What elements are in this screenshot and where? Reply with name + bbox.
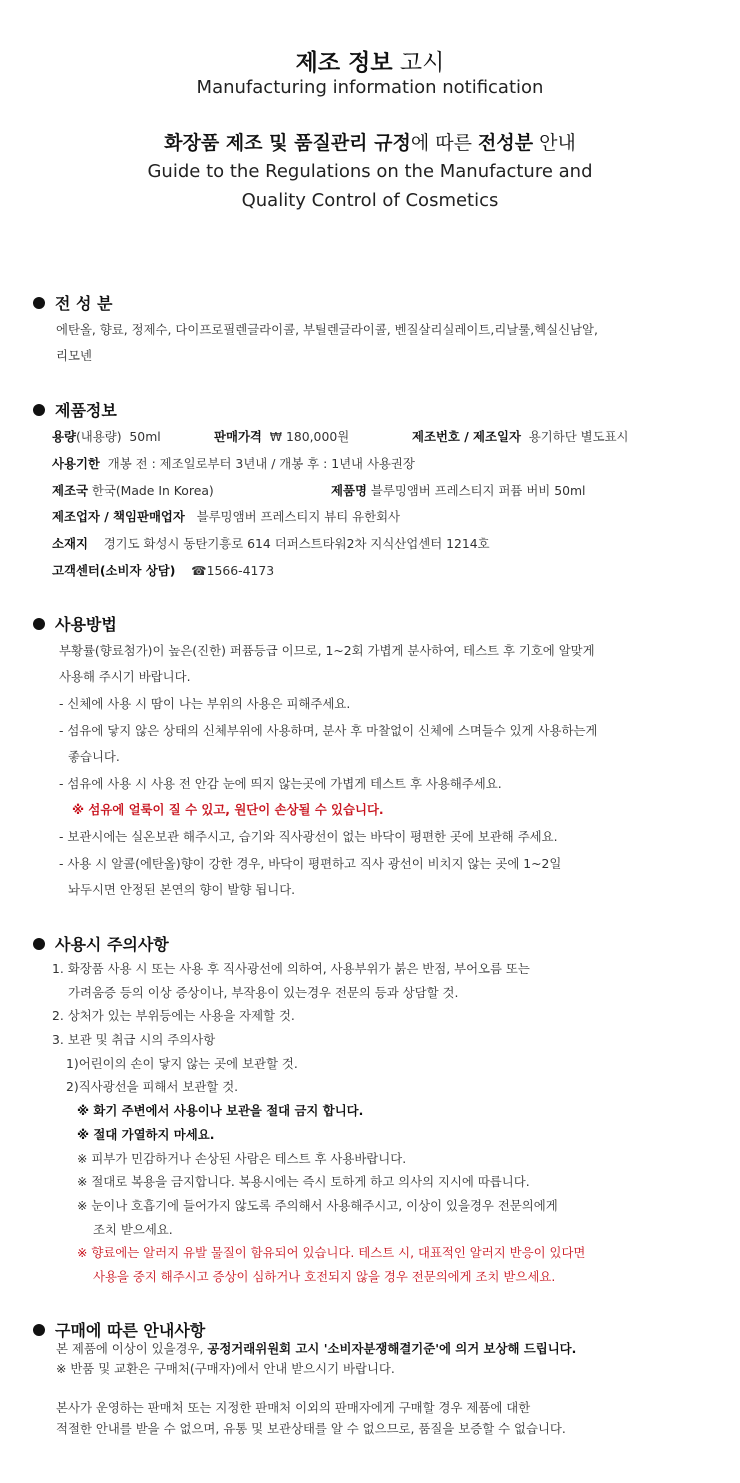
expiry-field: 사용기한 개봉 전 : 제조일로부터 3년내 / 개봉 후 : 1년내 사용권장 xyxy=(52,456,415,471)
usage-intro-2: 사용해 주시기 바랍니다. xyxy=(59,669,191,684)
usage-intro-1: 부황률(향료첨가)이 높은(진한) 퍼퓸등급 이므로, 1~2회 가볍게 분사하여, 테스트 후 기호에 알맞게 xyxy=(59,643,595,658)
usage-heading: 사용방법 xyxy=(33,612,117,635)
usage-item-4: - 보관시에는 실온보관 해주시고, 습기와 직사광선이 없는 바닥이 평편한 곳에 보관해 주세요. xyxy=(59,829,558,844)
note-eyes-cont: 조치 받으세요. xyxy=(93,1222,173,1237)
ingredients-line-2: 리모넨 xyxy=(56,348,92,363)
precaution-3-1: 1)어린이의 손이 닿지 않는 곳에 보관할 것. xyxy=(66,1056,298,1071)
product-info-heading: 제품정보 xyxy=(33,398,117,421)
purchase-heading: 구매에 따른 안내사항 xyxy=(33,1318,205,1341)
usage-item-2: - 섬유에 닿지 않은 상태의 신체부위에 사용하며, 분사 후 마찰없이 신체에 스며들수 있게 사용하는게 xyxy=(59,723,598,738)
bullet-icon xyxy=(33,938,45,950)
bullet-icon xyxy=(33,404,45,416)
note-eyes: ※ 눈이나 호흡기에 들어가지 않도록 주의해서 사용해주시고, 이상이 있을경우 전문의에게 xyxy=(77,1198,558,1213)
phone-icon: ☎ xyxy=(191,563,207,578)
purchase-line-2: ※ 반품 및 교환은 구매처(구매자)에서 안내 받으시기 바랍니다. xyxy=(56,1361,395,1376)
precaution-3: 3. 보관 및 취급 시의 주의사항 xyxy=(52,1032,216,1047)
precautions-heading: 사용시 주의사항 xyxy=(33,932,169,955)
ingredients-line-1: 에탄올, 향료, 정제수, 다이프로필렌글라이콜, 부틸렌글라이콜, 벤질살리실레이트,리날룰,헥실신남알, xyxy=(56,322,598,337)
volume-field: 용량(내용량) 50ml xyxy=(52,429,161,444)
note-allergy-cont: 사용을 중지 해주시고 증상이 심하거나 호전되지 않을 경우 전문의에게 조치 받으세요. xyxy=(93,1269,556,1284)
ingredients-heading: 전 성 분 xyxy=(33,291,113,314)
maker-field: 제조업자 / 책임판매업자 블루밍앰버 프레스티지 뷰티 유한회사 xyxy=(52,509,401,524)
precaution-3-2: 2)직사광선을 피해서 보관할 것. xyxy=(66,1079,239,1094)
precaution-1-cont: 가려움증 등의 이상 증상이나, 부작용이 있는경우 전문의 등과 상담할 것. xyxy=(68,985,459,1000)
guide-title: 화장품 제조 및 품질관리 규정에 따른 전성분 안내 xyxy=(164,132,576,154)
product-name-field: 제품명 블루밍앰버 프레스티지 퍼퓸 버비 50ml xyxy=(331,483,586,498)
usage-item-3: - 섬유에 사용 시 사용 전 안감 눈에 띄지 않는곳에 가볍게 테스트 후 사용해주세요. xyxy=(59,776,502,791)
page-title: 제조 정보 고시 xyxy=(295,50,445,76)
note-allergy: ※ 향료에는 알러지 유발 물질이 함유되어 있습니다. 테스트 시, 대표적인 알러지 반응이 있다면 xyxy=(77,1245,586,1260)
precaution-2: 2. 상처가 있는 부위등에는 사용을 자제할 것. xyxy=(52,1008,295,1023)
usage-warning: ※ 섬유에 얼룩이 질 수 있고, 원단이 손상될 수 있습니다. xyxy=(72,802,384,817)
usage-item-1: - 신체에 사용 시 땀이 나는 부위의 사용은 피해주세요. xyxy=(59,696,351,711)
price-field: 판매가격 ₩ 180,000원 xyxy=(214,429,350,444)
note-heat: ※ 절대 가열하지 마세요. xyxy=(77,1127,215,1142)
note-ingest: ※ 절대로 복용을 금지합니다. 복용시에는 즉시 토하게 하고 의사의 지시에 따릅니다. xyxy=(77,1174,530,1189)
precaution-1: 1. 화장품 사용 시 또는 사용 후 직사광선에 의하여, 사용부위가 붉은 반점, 부어오름 또는 xyxy=(52,961,530,976)
lot-field: 제조번호 / 제조일자 용기하단 별도표시 xyxy=(412,429,629,444)
customer-center-field: 고객센터(소비자 상담) ☎1566-4173 xyxy=(52,563,275,578)
usage-item-2-cont: 좋습니다. xyxy=(68,749,120,764)
note-fire: ※ 화기 주변에서 사용이나 보관을 절대 금지 합니다. xyxy=(77,1103,364,1118)
note-skin: ※ 피부가 민감하거나 손상된 사람은 테스트 후 사용바랍니다. xyxy=(77,1151,407,1166)
bullet-icon xyxy=(33,1324,45,1336)
bullet-icon xyxy=(33,297,45,309)
purchase-line-1: 본 제품에 이상이 있을경우, 공정거래위원회 고시 '소비자분쟁해결기준'에 의거 보상해 드립니다. xyxy=(56,1341,577,1356)
purchase-line-4: 적절한 안내를 받을 수 없으며, 유통 및 보관상태를 알 수 없으므로, 품질을 보증할 수 없습니다. xyxy=(56,1421,566,1436)
usage-item-5-cont: 놔두시면 안정된 본연의 향이 발향 됩니다. xyxy=(68,882,296,897)
guide-title-english: Guide to the Regulations on the Manufacture and Quality Control of Cosmetics xyxy=(147,161,593,211)
usage-item-5: - 사용 시 알콜(에탄올)향이 강한 경우, 바닥이 평편하고 직사 광선이 비치지 않는 곳에 1~2일 xyxy=(59,856,562,871)
bullet-icon xyxy=(33,618,45,630)
purchase-line-3: 본사가 운영하는 판매처 또는 지정한 판매처 이외의 판매자에게 구매할 경우 제품에 대한 xyxy=(56,1400,531,1415)
page-title-english: Manufacturing information notification xyxy=(196,77,544,98)
country-field: 제조국 한국(Made In Korea) xyxy=(52,483,214,498)
address-field: 소재지 경기도 화성시 동탄기흥로 614 더퍼스트타워2차 지식산업센터 1214호 xyxy=(52,536,490,551)
